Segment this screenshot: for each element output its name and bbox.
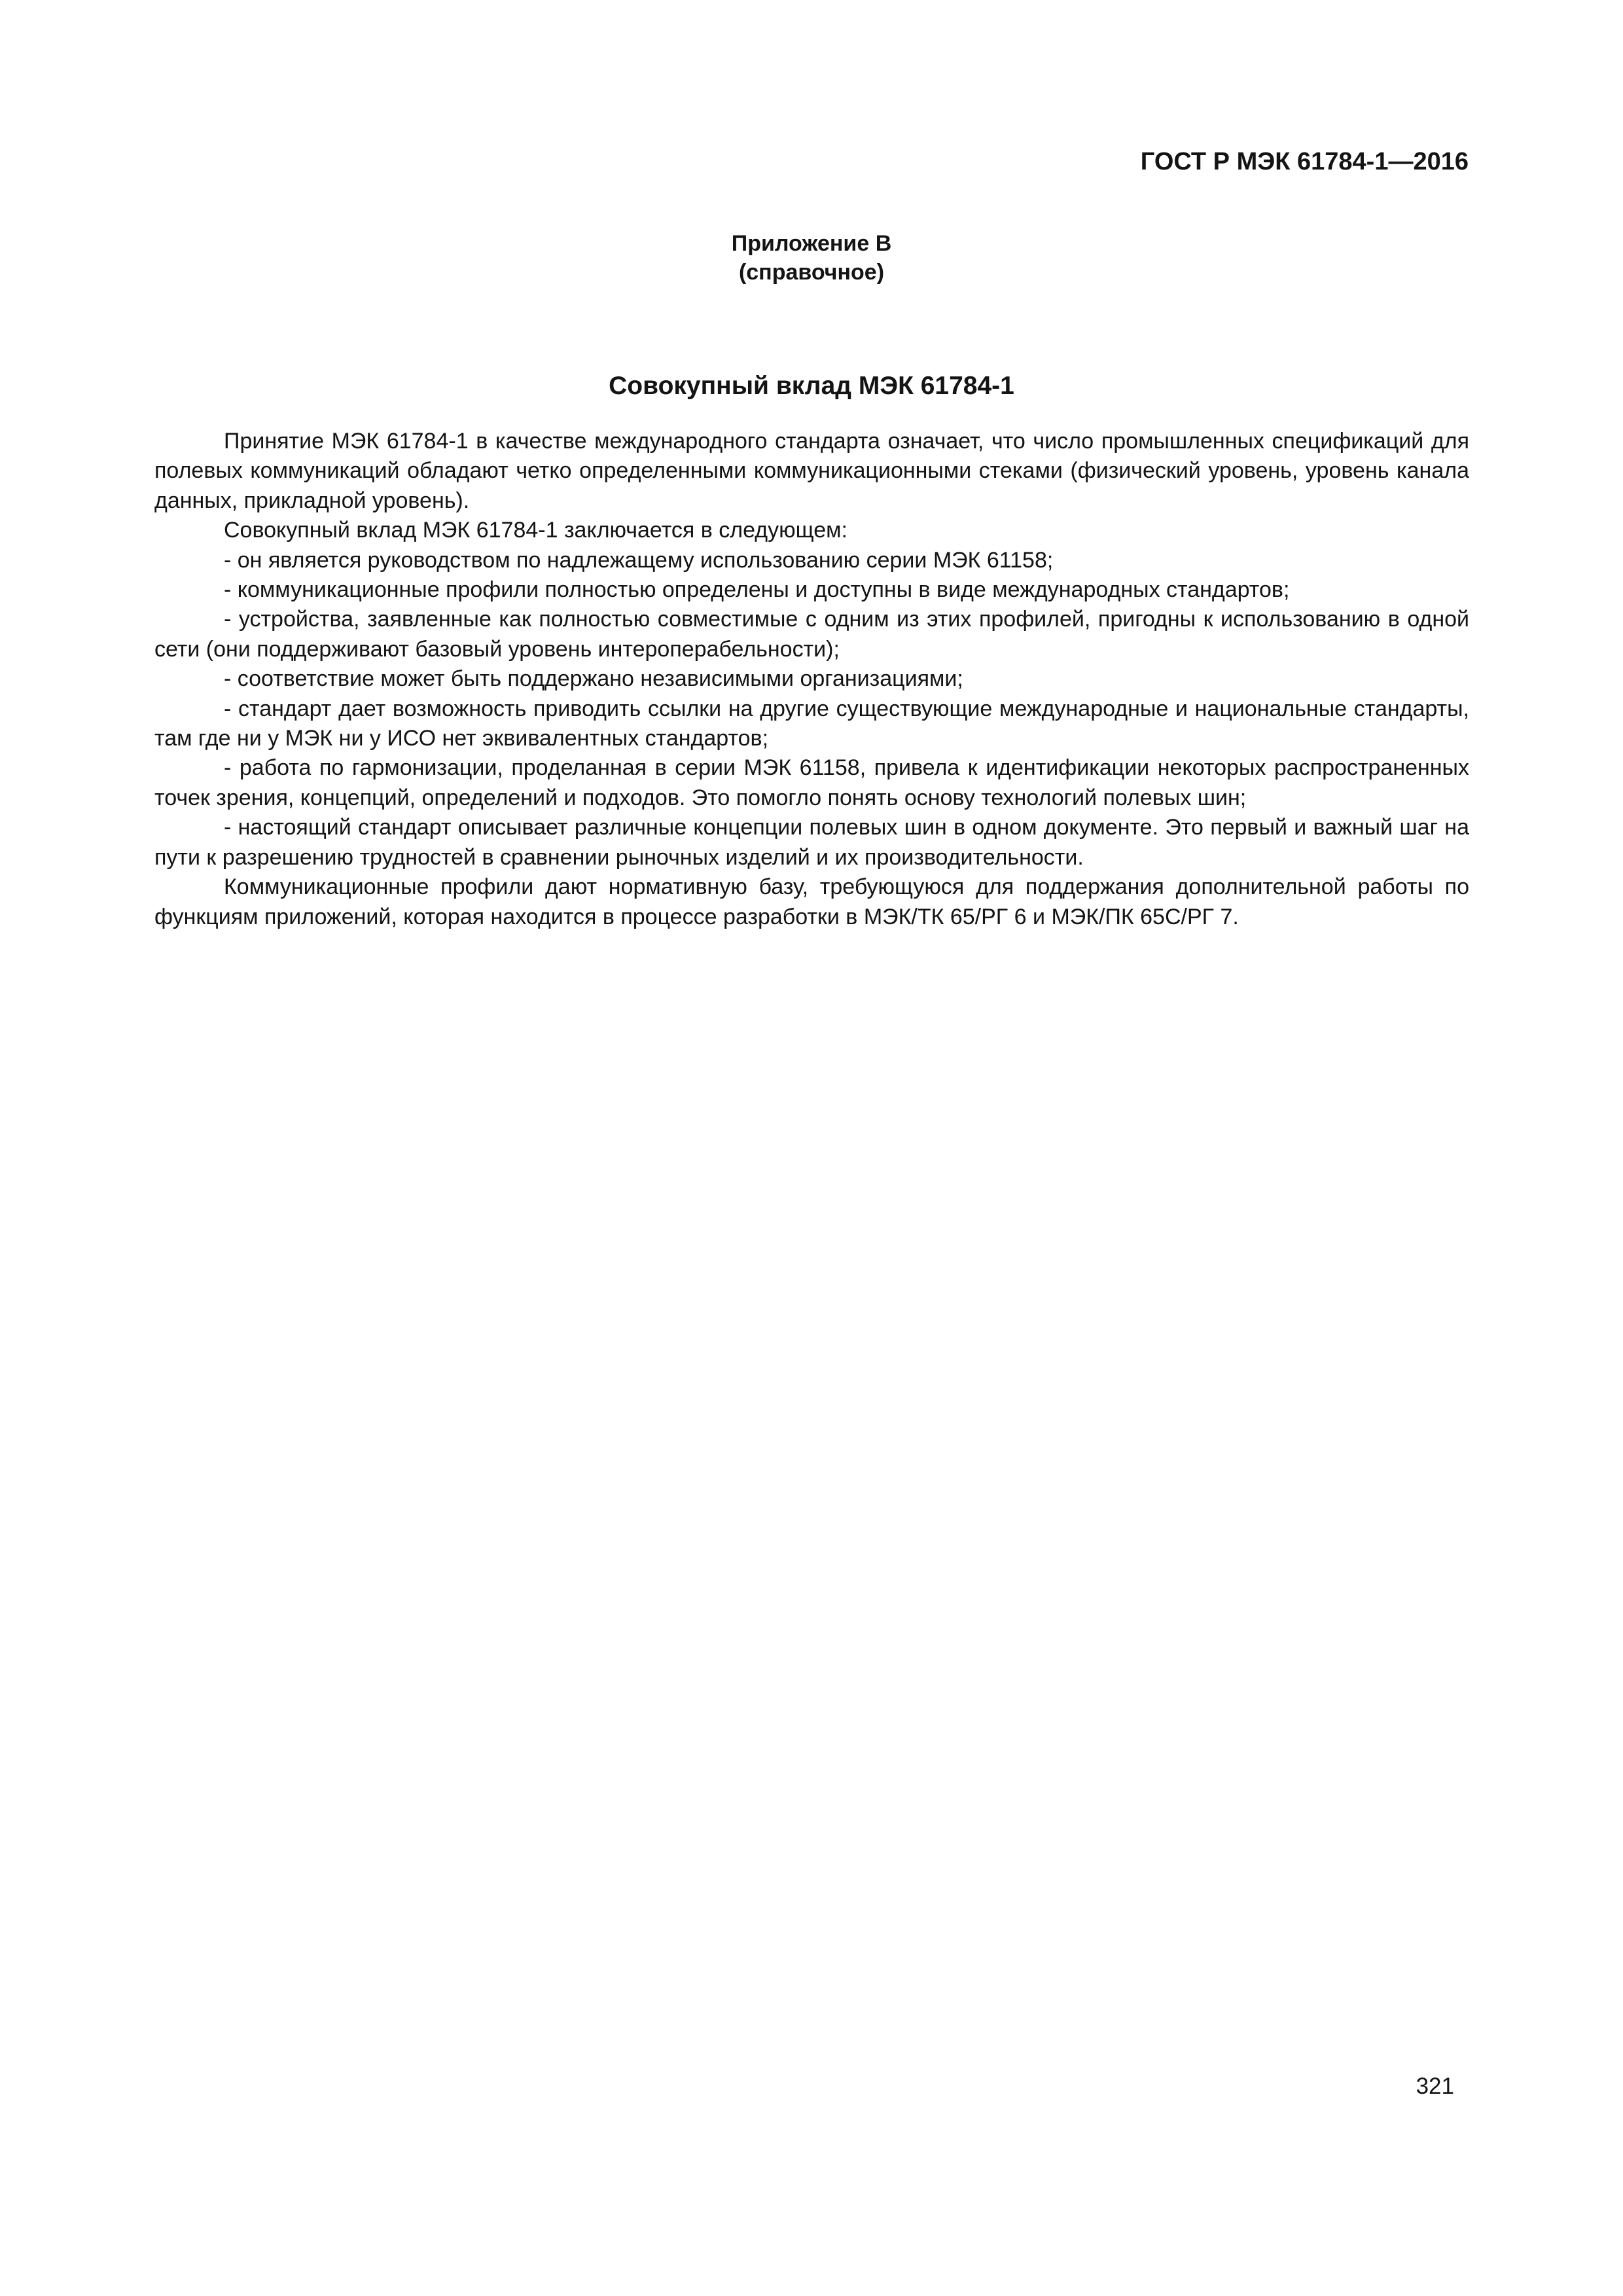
list-item: - соответствие может быть поддержано независимыми организациями; bbox=[224, 666, 963, 692]
list-item: - устройства, заявленные как полностью совместимые с одним из этих профилей, пригодны к использованию в одной сети (они поддерживают базовый уровень интероперабельности); bbox=[154, 607, 1469, 662]
body-text bbox=[154, 427, 1469, 932]
list-item: - коммуникационные профили полностью определены и доступны в виде международных стандартов; bbox=[224, 577, 1290, 603]
section-title: Совокупный вклад МЭК 61784-1 bbox=[609, 372, 1014, 400]
annex-heading bbox=[0, 229, 1623, 287]
list-item: - стандарт дает возможность приводить ссылки на другие существующие международные и национальные стандарты, там где ни у МЭК ни у ИСО нет эквивалентных стандартов; bbox=[154, 696, 1469, 751]
paragraph-closing: Коммуникационные профили дают нормативную базу, требующуюся для поддержания дополнительной работы по функциям приложений, которая находится в процессе разработки в МЭК/ТК 65/РГ 6 и МЭК/ПК 65С/РГ 7. bbox=[154, 874, 1469, 929]
annex-title: Приложение В bbox=[731, 231, 892, 256]
document-code: ГОСТ Р МЭК 61784-1—2016 bbox=[1140, 148, 1469, 175]
paragraph-intro: Принятие МЭК 61784-1 в качестве международного стандарта означает, что число промышленных спецификаций для полевых коммуникаций обладают четко определенными коммуникационными стеками (физический уровень, уровень канала данных, прикладной уровень). bbox=[154, 429, 1469, 513]
list-item: - он является руководством по надлежащему использованию серии МЭК 61158; bbox=[224, 547, 1054, 573]
page-number: 321 bbox=[1416, 2073, 1454, 2099]
annex-type: (справочное) bbox=[738, 260, 885, 285]
list-item: - работа по гармонизации, проделанная в серии МЭК 61158, привела к идентификации некоторых распространенных точек зрения, концепций, определений и подходов. Это помогло понять основу технологий полевых шин; bbox=[154, 755, 1469, 810]
list-item: - настоящий стандарт описывает различные концепции полевых шин в одном документе. Это первый и важный шаг на пути к разрешению трудностей в сравнении рыночных изделий и их производительности. bbox=[154, 815, 1469, 870]
paragraph-contribution-lead: Совокупный вклад МЭК 61784-1 заключается в следующем: bbox=[224, 518, 847, 543]
